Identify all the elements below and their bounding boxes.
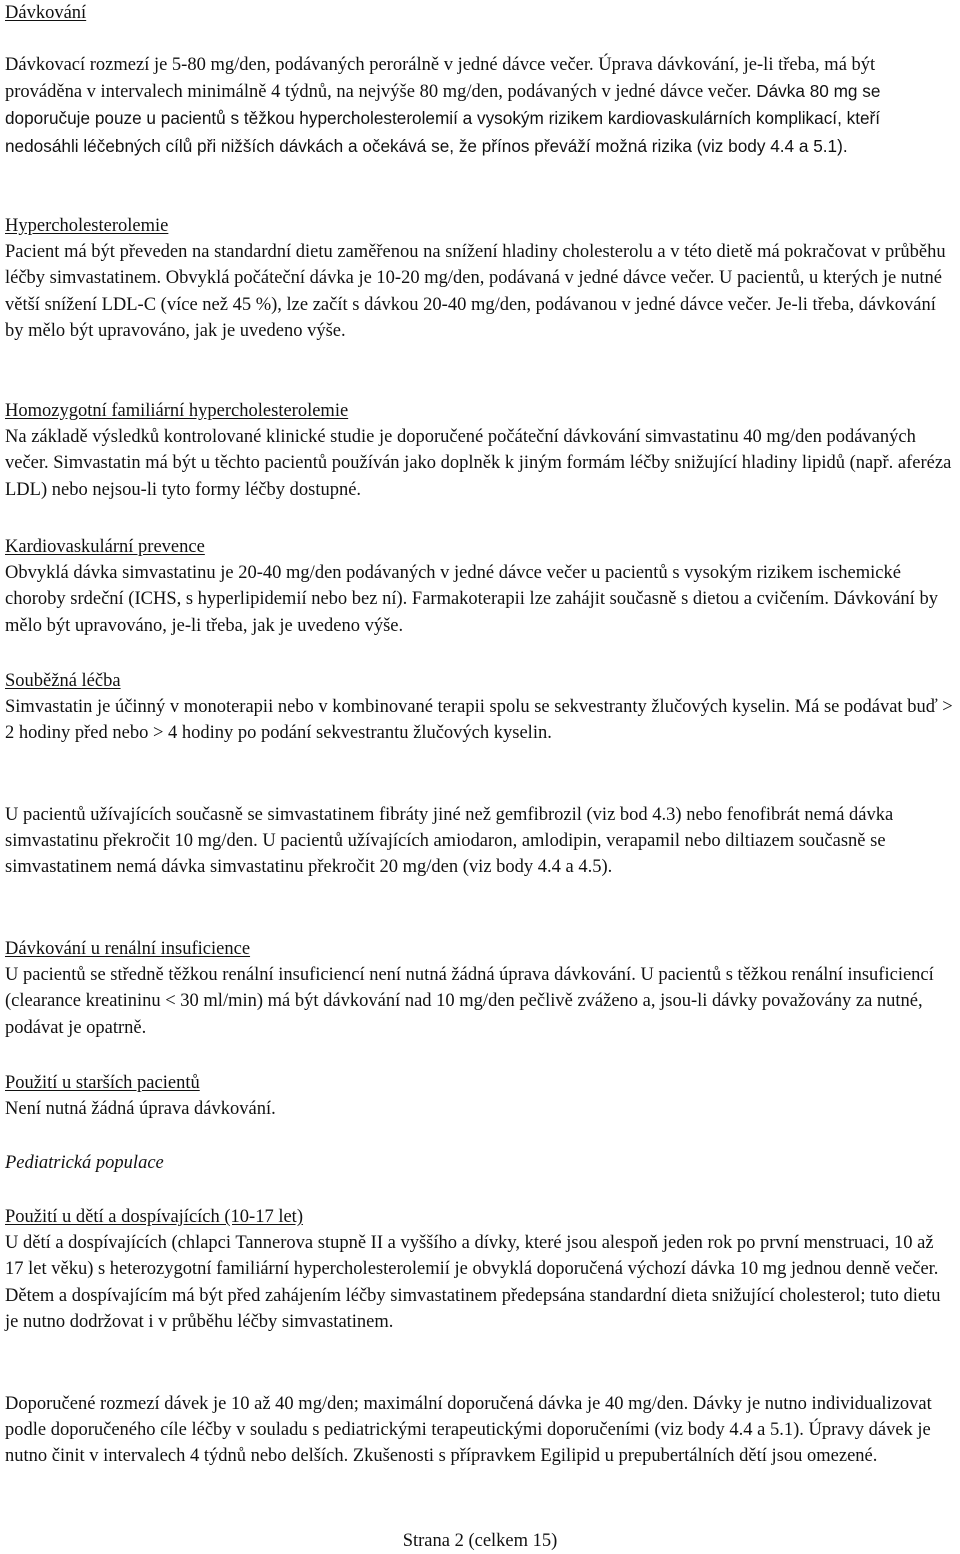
section-homozygotni	[5, 398, 955, 503]
text-hypercholesterolemie: Pacient má být převeden na standardní dietu zaměřenou na snížení hladiny cholesterolu a v této dietě má pokračovat v průběhu léčby simvastatinem. Obvyklá počáteční dávka je 10-20 mg/den, podávaná v jedné dávce večer. U pacientů, u kterých je nutné větší snížení LDL-C (více než 45 %), lze začít s dávkou 20-40 mg/den, podávanou v jedné dávce večer. Je-li třeba, dávkování by mělo být upravováno, jak je uvedeno výše.	[5, 242, 946, 341]
heading-homozygotni: Homozygotní familiární hypercholesterolemie	[5, 401, 349, 421]
section-heading-davkovani: Dávkování	[5, 3, 87, 23]
text-homozygotni: Na základě výsledků kontrolované klinické studie je doporučené počáteční dávkování simvastatinu 40 mg/den podávaných večer. Simvastatin má být u těchto pacientů používán jako doplněk k jiným formám léčby snižující hladiny lipidů (např. aferéza LDL) nebo nejsou-li tyto formy léčby dostupné.	[5, 427, 952, 500]
heading-pediatricka: Pediatrická populace	[5, 1153, 164, 1173]
text-deti-2: Doporučené rozmezí dávek je 10 až 40 mg/den; maximální doporučená dávka je 40 mg/den. Dávky je nutno individualizovat podle doporučeného cíle léčby v souladu s pediatrickými terapeutickými doporučeními (viz body 4.4 a 5.1). Úpravy dávek je nutno činit v intervalech 4 týdnů nebo delších. Zkušenosti s přípravkem Egilipid u prepubertálních dětí jsou omezené.	[5, 1394, 932, 1467]
text-deti-1: U dětí a dospívajících (chlapci Tannerova stupně II a vyššího a dívky, které jsou alespoň jeden rok po první menstruaci, 10 až 17 let věku) s heterozygotní familiární hypercholesterolemií je obvyklá doporučená výchozí dávka 10 mg jednou denně večer. Dětem a dospívajícím má být před zahájením léčby simvastatinem předepsána standardní dieta snižující cholesterol; tuto dietu je nutno dodržovat i v průběhu léčby simvastatinem.	[5, 1233, 941, 1332]
heading-hypercholesterolemie: Hypercholesterolemie	[5, 216, 169, 236]
heading-soubezna: Souběžná léčba	[5, 671, 121, 691]
text-soubezna-2: U pacientů užívajících současně se simvastatinem fibráty jiné než gemfibrozil (viz bod 4.3) nebo fenofibrát nemá dávka simvastatinu překročit 10 mg/den. U pacientů užívajících amiodaron, amlodipin, verapamil nebo diltiazem současně se simvastatinem nemá dávka simvastatinu překročit 20 mg/den (viz body 4.4 a 4.5).	[5, 805, 894, 878]
text-renalni: U pacientů se středně těžkou renální insuficiencí není nutná žádná úprava dávkování. U pacientů s těžkou renální insuficiencí (clearance kreatininu < 30 ml/min) má být dávkování nad 10 mg/den pečlivě zváženo a, jsou-li dávky považovány za nutné, podávat je opatrně.	[5, 965, 934, 1038]
text-kardiovaskularni: Obvyklá dávka simvastatinu je 20-40 mg/den podávaných v jedné dávce večer u pacientů s vysokým rizikem ischemické choroby srdeční (ICHS, s hyperlipidemií nebo bez ní). Farmakoterapii lze zahájit současně s dietou a cvičením. Dávkování by mělo být upravováno, je-li třeba, jak je uvedeno výše.	[5, 563, 938, 636]
heading-kardiovaskularni: Kardiovaskulární prevence	[5, 537, 205, 557]
text-starsi: Není nutná žádná úprava dávkování.	[5, 1099, 276, 1120]
section-deti	[5, 1204, 955, 1335]
section-hypercholesterolemie	[5, 213, 955, 344]
paragraph-rozmezi	[5, 1391, 955, 1470]
intro-text-sans: Dávka 80 mg se doporučuje pouze u pacientů s těžkou hypercholesterolemií a vysokým rizikem kardiovaskulárních komplikací, kteří nedosáhli léčebných cílů při nižších dávkách a očekává se, že přínos převáží možná rizika (viz body 4.4 a 5.1).	[5, 81, 881, 156]
section-soubezna	[5, 668, 955, 747]
page-footer: Strana 2 (celkem 15)	[402, 1531, 558, 1551]
paragraph-fibraty	[5, 802, 955, 881]
intro-paragraph	[5, 52, 955, 160]
heading-starsi: Použití u starších pacientů	[5, 1073, 200, 1093]
text-soubezna-1: Simvastatin je účinný v monoterapii nebo v kombinované terapii spolu se sekvestranty žlučových kyselin. Má se podávat buď > 2 hodiny před nebo > 4 hodiny po podání sekvestrantu žlučových kyselin.	[5, 697, 953, 744]
intro-text-serif: Dávkovací rozmezí je 5-80 mg/den, podávaných perorálně v jedné dávce večer. Úprava dávkování, je-li třeba, má být prováděna v intervalech minimálně 4 týdnů, na nejvýše 80 mg/den, podávaných v jedné dávce večer.	[5, 55, 876, 103]
section-kardiovaskularni	[5, 534, 955, 639]
heading-deti: Použití u dětí a dospívajících (10-17 let)	[5, 1207, 303, 1227]
heading-renalni: Dávkování u renální insuficience	[5, 939, 251, 959]
section-renalni	[5, 936, 955, 1041]
section-pediatricka	[5, 1150, 955, 1176]
section-starsi	[5, 1070, 955, 1122]
